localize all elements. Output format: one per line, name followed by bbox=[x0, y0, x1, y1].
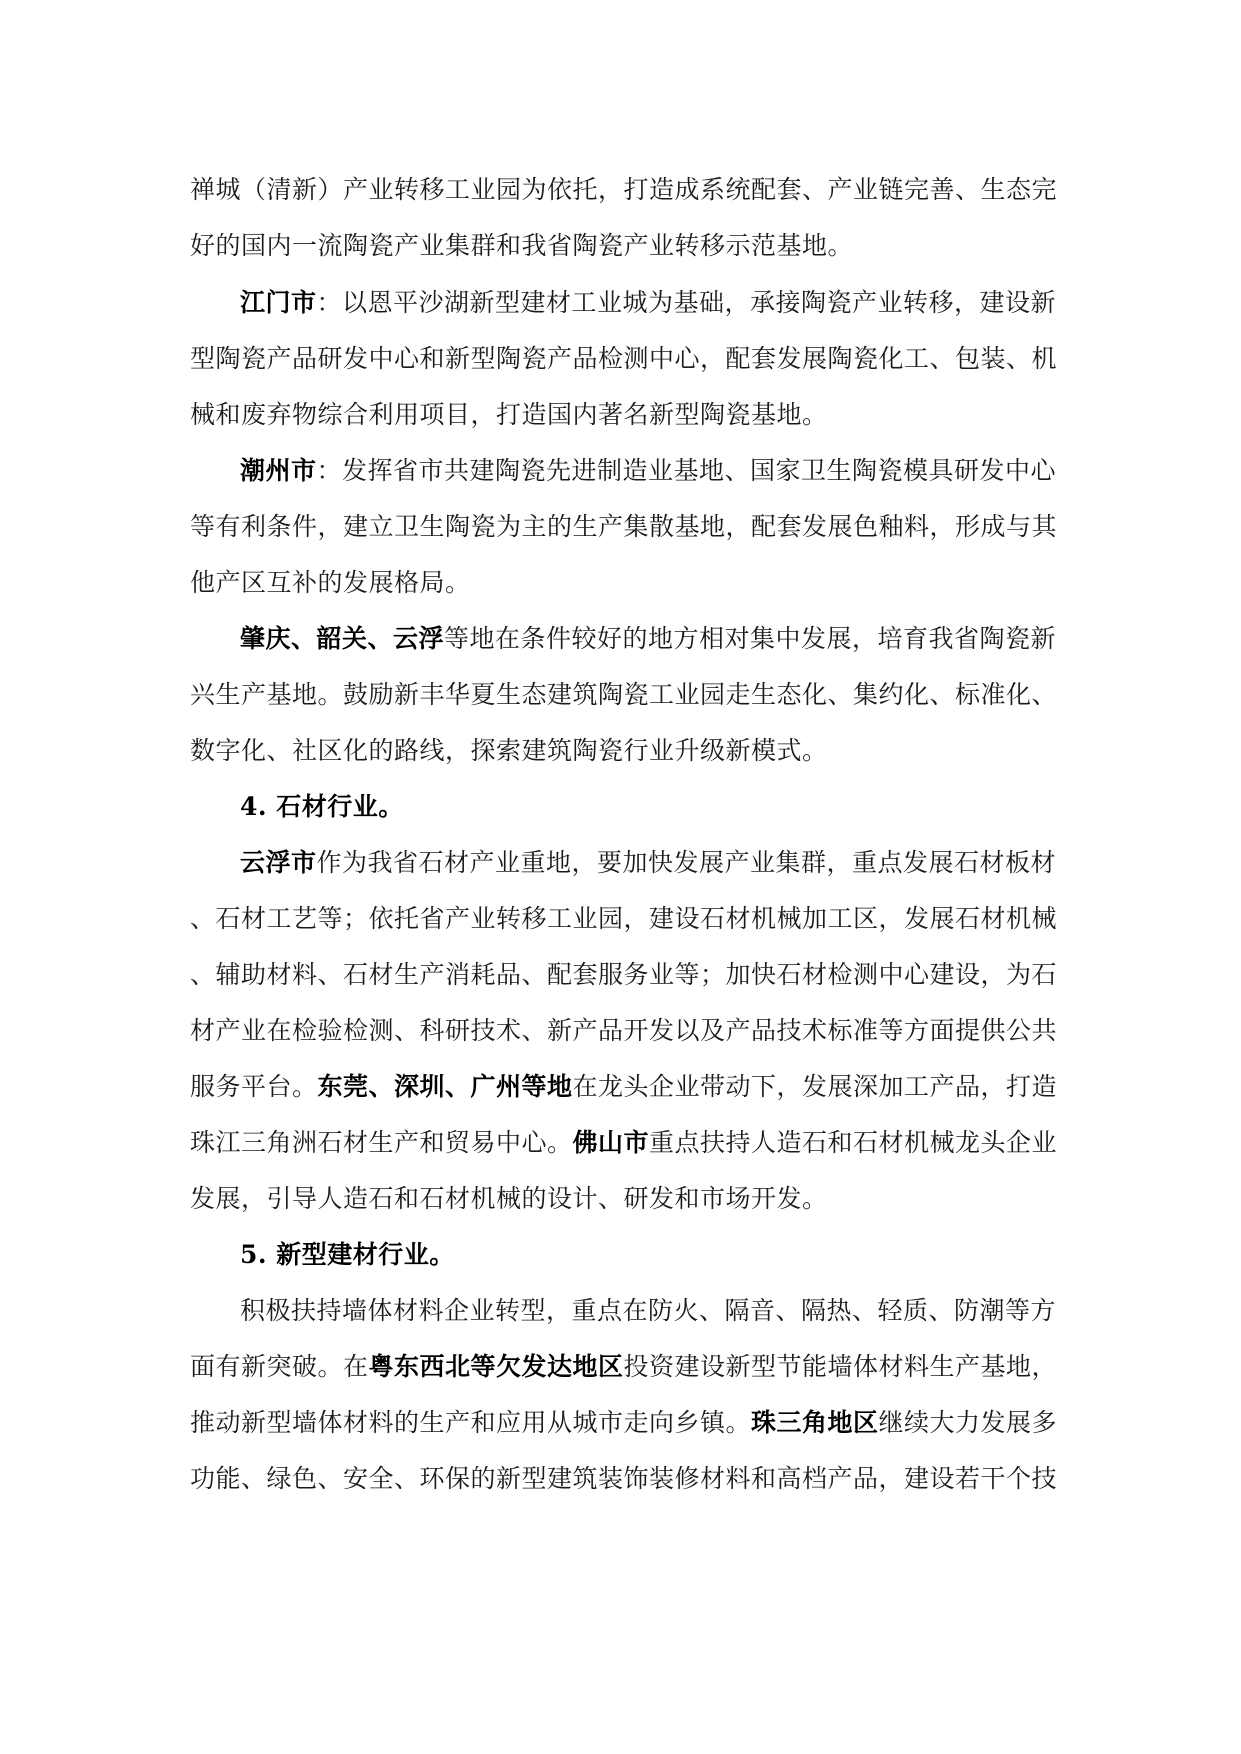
text-run: 型陶瓷产品研发中心和新型陶瓷产品检测中心，配套发展陶瓷化工、包装、机 bbox=[190, 344, 1058, 373]
heading-text: 5. 新型建材行业。 bbox=[240, 1240, 455, 1269]
region-name: 珠三角地区 bbox=[751, 1408, 879, 1437]
text-line bbox=[240, 285, 1057, 321]
text-run: 好的国内一流陶瓷产业集群和我省陶瓷产业转移示范基地。 bbox=[190, 231, 854, 260]
city-name: 云浮市 bbox=[240, 848, 317, 877]
text-line bbox=[190, 172, 1058, 208]
text-line bbox=[190, 1013, 1058, 1049]
text-run: 推动新型墙体材料的生产和应用从城市走向乡镇。 bbox=[190, 1408, 752, 1437]
text-line bbox=[240, 621, 1057, 657]
text-run: 兴生产基地。鼓励新丰华夏生态建筑陶瓷工业园走生态化、集约化、标准化、 bbox=[190, 680, 1058, 709]
city-name: 江门市 bbox=[240, 288, 317, 317]
text-run: 功能、绿色、安全、环保的新型建筑装饰装修材料和高档产品，建设若干个技 bbox=[190, 1464, 1058, 1493]
text-run: 在龙头企业带动下，发展深加工产品，打造 bbox=[572, 1072, 1058, 1101]
text-line bbox=[190, 901, 1058, 937]
text-run: 等地在条件较好的地方相对集中发展，培育我省陶瓷新 bbox=[444, 624, 1057, 653]
city-name: 东莞、深圳、广州等地 bbox=[317, 1072, 573, 1101]
text-line bbox=[190, 1349, 1058, 1385]
heading-text: 4. 石材行业。 bbox=[240, 792, 404, 821]
text-line bbox=[240, 453, 1057, 489]
text-line bbox=[240, 1293, 1057, 1329]
region-name: 粤东西北等欠发达地区 bbox=[368, 1352, 624, 1381]
city-name: 佛山市 bbox=[572, 1128, 650, 1157]
text-run: 禅城（清新）产业转移工业园为依托，打造成系统配套、产业链完善、生态完 bbox=[190, 175, 1058, 204]
section-heading bbox=[240, 1237, 1040, 1273]
text-line bbox=[190, 509, 1058, 545]
city-name: 潮州市 bbox=[240, 456, 317, 485]
text-line bbox=[190, 1181, 1040, 1217]
text-line bbox=[190, 1405, 1058, 1441]
text-run: ：发挥省市共建陶瓷先进制造业基地、国家卫生陶瓷模具研发中心 bbox=[316, 456, 1057, 485]
text-line bbox=[240, 845, 1057, 881]
text-line bbox=[190, 1069, 1058, 1105]
text-line bbox=[190, 1125, 1058, 1161]
text-run: 、辅助材料、石材生产消耗品、配套服务业等；加快石材检测中心建设，为石 bbox=[190, 960, 1058, 989]
section-heading bbox=[240, 789, 1040, 825]
text-line bbox=[190, 565, 1040, 601]
text-line bbox=[190, 341, 1058, 377]
city-name: 肇庆、韶关、云浮 bbox=[240, 624, 445, 653]
text-run: 、石材工艺等；依托省产业转移工业园，建设石材机械加工区，发展石材机械 bbox=[190, 904, 1058, 933]
text-run: 珠江三角洲石材生产和贸易中心。 bbox=[190, 1128, 573, 1157]
text-run: 面有新突破。在 bbox=[190, 1352, 369, 1381]
text-run: 服务平台。 bbox=[190, 1072, 318, 1101]
text-line bbox=[190, 228, 1040, 264]
text-run: 发展，引导人造石和石材机械的设计、研发和市场开发。 bbox=[190, 1184, 828, 1213]
text-run: 积极扶持墙体材料企业转型，重点在防火、隔音、隔热、轻质、防潮等方 bbox=[240, 1296, 1057, 1325]
text-run: 投资建设新型节能墙体材料生产基地， bbox=[623, 1352, 1058, 1381]
text-run: 材产业在检验检测、科研技术、新产品开发以及产品技术标准等方面提供公共 bbox=[190, 1016, 1058, 1045]
text-line bbox=[190, 733, 1040, 769]
text-line bbox=[190, 1461, 1058, 1497]
text-run: ：以恩平沙湖新型建材工业城为基础，承接陶瓷产业转移，建设新 bbox=[316, 288, 1057, 317]
text-line bbox=[190, 397, 1040, 433]
text-run: 数字化、社区化的路线，探索建筑陶瓷行业升级新模式。 bbox=[190, 736, 828, 765]
text-run: 重点扶持人造石和石材机械龙头企业 bbox=[649, 1128, 1058, 1157]
text-run: 等有利条件，建立卫生陶瓷为主的生产集散基地，配套发展色釉料，形成与其 bbox=[190, 512, 1058, 541]
text-line bbox=[190, 677, 1058, 713]
text-run: 他产区互补的发展格局。 bbox=[190, 568, 471, 597]
text-run: 继续大力发展多 bbox=[878, 1408, 1058, 1437]
text-line bbox=[190, 957, 1058, 993]
text-run: 作为我省石材产业重地，要加快发展产业集群，重点发展石材板材 bbox=[316, 848, 1057, 877]
text-run: 械和废弃物综合利用项目，打造国内著名新型陶瓷基地。 bbox=[190, 400, 828, 429]
